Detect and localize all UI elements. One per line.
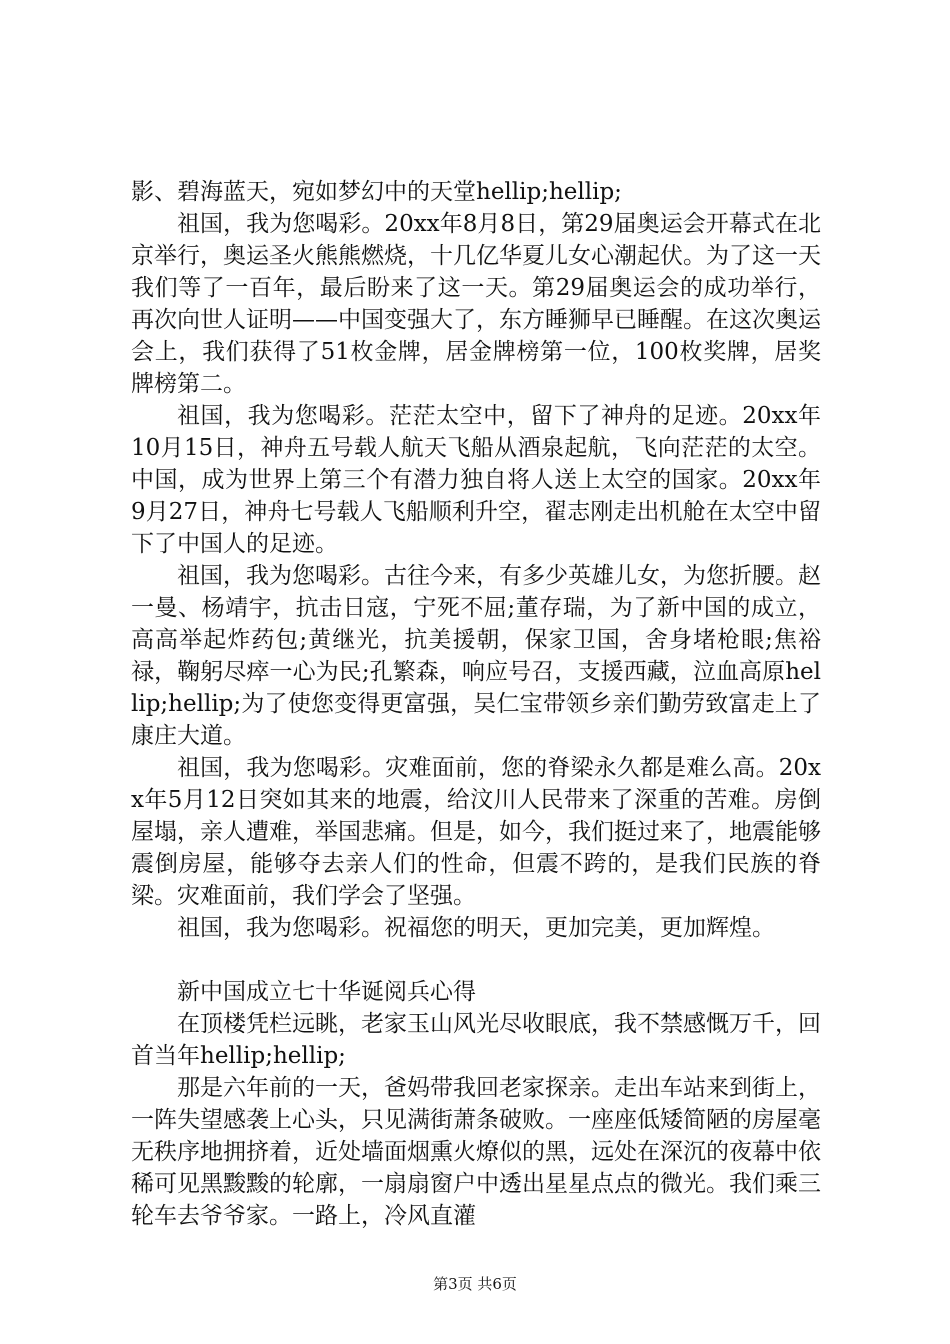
paragraph: 祖国，我为您喝彩。茫茫太空中，留下了神舟的足迹。20xx年10月15日，神舟五号载人航天飞船从酒泉起航，飞向茫茫的太空。中国，成为世界上第三个有潜力独自将人送上太空的国家。20xx年9月27日，神舟七号载人飞船顺利升空，翟志刚走出机舱在太空中留下了中国人的足迹。 [131,403,821,557]
paragraph: 影、碧海蓝天，宛如梦幻中的天堂hellip;hellip; [131,179,622,205]
paragraph: 祖国，我为您喝彩。灾难面前，您的脊梁永久都是难么高。20xx年5月12日突如其来的地震，给汶川人民带来了深重的苦难。房倒屋塌，亲人遭难，举国悲痛。但是，如今，我们挺过来了，地震能够震倒房屋，能够夺去亲人们的性命，但震不跨的，是我们民族的脊梁。灾难面前，我们学会了坚强。 [131,755,821,909]
page-footer: 第3页 共6页 [433,1275,517,1293]
paragraph: 祖国，我为您喝彩。20xx年8月8日，第29届奥运会开幕式在北京举行，奥运圣火熊熊燃烧，十几亿华夏儿女心潮起伏。为了这一天我们等了一百年，最后盼来了这一天。第29届奥运会的成功举行，再次向世人证明——中国变强大了，东方睡狮早已睡醒。在这次奥运会上，我们获得了51枚金牌，居金牌榜第一位，100枚奖牌，居奖牌榜第二。 [131,211,821,397]
blank-line [131,944,821,976]
document-body [131,176,821,1232]
paragraph: 祖国，我为您喝彩。古往今来，有多少英雄儿女，为您折腰。赵一曼、杨靖宇，抗击日寇，宁死不屈;董存瑞，为了新中国的成立，高高举起炸药包;黄继光，抗美援朝，保家卫国，舍身堵枪眼;焦裕禄，鞠躬尽瘁一心为民;孔繁森，响应号召，支援西藏，泣血高原hellip;hellip;为了使您变得更富强，吴仁宝带领乡亲们勤劳致富走上了康庄大道。 [131,563,821,749]
paragraph: 那是六年前的一天，爸妈带我回老家探亲。走出车站来到街上，一阵失望感袭上心头，只见满街萧条破败。一座座低矮简陋的房屋毫无秩序地拥挤着，近处墙面烟熏火燎似的黑，远处在深沉的夜幕中依稀可见黑黢黢的轮廓，一扇扇窗户中透出星星点点的微光。我们乘三轮车去爷爷家。一路上，冷风直灌 [131,1075,821,1229]
paragraph: 祖国，我为您喝彩。祝福您的明天，更加完美，更加辉煌。 [177,915,775,941]
paragraph: 在顶楼凭栏远眺，老家玉山风光尽收眼底，我不禁感慨万千，回首当年hellip;hellip; [131,1011,821,1069]
section-heading: 新中国成立七十华诞阅兵心得 [177,979,476,1005]
